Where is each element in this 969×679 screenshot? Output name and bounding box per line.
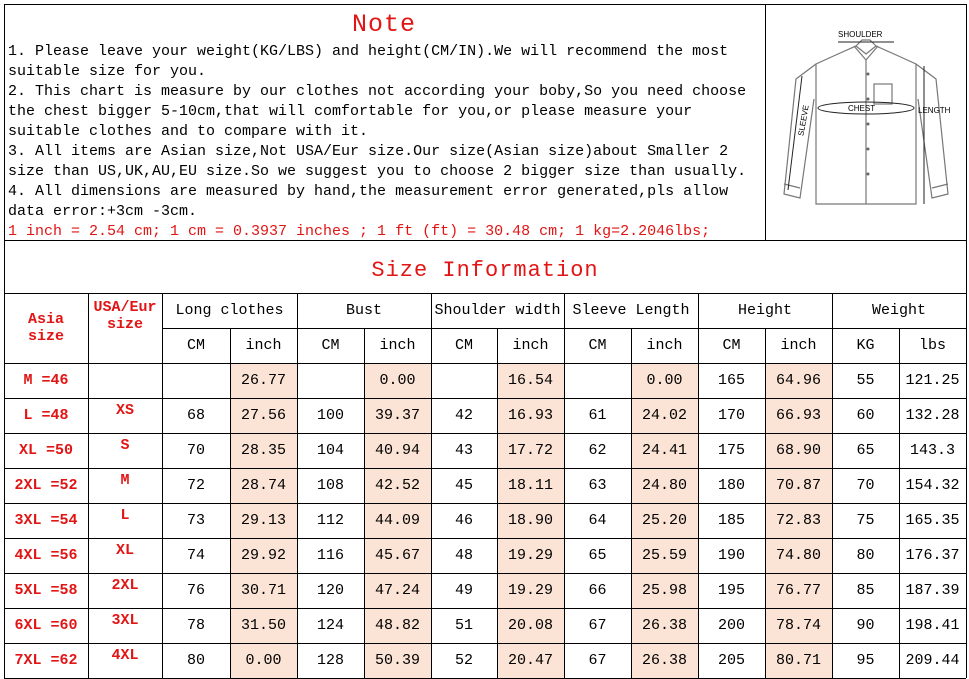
grid-line <box>297 293 298 678</box>
unit-header: inch <box>780 337 817 354</box>
value-cell: 55 <box>856 372 875 389</box>
usa-size-cell: XS <box>115 402 134 419</box>
value-cell: 42 <box>454 407 473 424</box>
value-cell: 165 <box>717 372 745 389</box>
value-cell: 67 <box>588 652 607 669</box>
value-cell: 63 <box>588 477 607 494</box>
grid-line <box>765 4 766 240</box>
unit-header: inch <box>646 337 683 354</box>
value-cell: 121.25 <box>905 372 960 389</box>
value-cell: 74.80 <box>775 547 821 564</box>
column-group-header: Height <box>737 302 792 319</box>
value-cell: 24.02 <box>641 407 687 424</box>
grid-line <box>497 328 498 678</box>
value-cell: 100 <box>316 407 344 424</box>
asia-size-cell: L =48 <box>23 407 69 424</box>
value-cell: 132.28 <box>905 407 960 424</box>
usa-size-cell: S <box>120 437 130 454</box>
unit-header: CM <box>186 337 205 354</box>
value-cell: 29.13 <box>240 512 286 529</box>
column-group-header: Shoulder width <box>434 302 561 319</box>
value-cell <box>162 363 230 398</box>
value-cell: 52 <box>454 652 473 669</box>
value-cell: 74 <box>186 547 205 564</box>
value-cell: 19.29 <box>507 582 553 599</box>
value-cell: 170 <box>717 407 745 424</box>
value-cell: 124 <box>316 617 344 634</box>
grid-line <box>4 398 966 399</box>
value-cell: 25.98 <box>641 582 687 599</box>
value-cell: 120 <box>316 582 344 599</box>
grid-line <box>631 328 632 678</box>
value-cell: 27.56 <box>240 407 286 424</box>
value-cell: 195 <box>717 582 745 599</box>
value-cell: 85 <box>856 582 875 599</box>
sleeve-label: SLEEVE <box>796 104 811 137</box>
value-cell: 26.38 <box>641 617 687 634</box>
value-cell: 48 <box>454 547 473 564</box>
value-cell: 24.41 <box>641 442 687 459</box>
asia-size-cell: 5XL =58 <box>14 582 78 599</box>
value-cell: 43 <box>454 442 473 459</box>
value-cell: 70 <box>186 442 205 459</box>
value-cell: 68.90 <box>775 442 821 459</box>
asia-size-cell: 7XL =62 <box>14 652 78 669</box>
value-cell: 26.38 <box>641 652 687 669</box>
note-line: suitable size for you. <box>8 63 207 80</box>
grid-line <box>564 293 565 678</box>
value-cell: 51 <box>454 617 473 634</box>
value-cell: 80.71 <box>775 652 821 669</box>
value-cell: 180 <box>717 477 745 494</box>
value-cell: 31.50 <box>240 617 286 634</box>
value-cell: 18.90 <box>507 512 553 529</box>
column-group-header: Bust <box>345 302 382 319</box>
value-cell: 72 <box>186 477 205 494</box>
grid-line <box>832 293 833 678</box>
value-cell: 25.20 <box>641 512 687 529</box>
value-cell: 70 <box>856 477 875 494</box>
asia-size-cell: XL =50 <box>18 442 73 459</box>
column-group-header: Weight <box>871 302 926 319</box>
value-cell: 25.59 <box>641 547 687 564</box>
grid-line <box>162 293 163 678</box>
grid-line <box>966 4 967 678</box>
shoulder-label: SHOULDER <box>838 30 883 39</box>
value-cell: 45 <box>454 477 473 494</box>
grid-line <box>4 538 966 539</box>
value-cell: 66 <box>588 582 607 599</box>
grid-line <box>4 433 966 434</box>
asia-size-cell: 6XL =60 <box>14 617 78 634</box>
value-cell: 28.35 <box>240 442 286 459</box>
value-cell: 128 <box>316 652 344 669</box>
chest-label: CHEST <box>848 104 876 113</box>
grid-line <box>4 363 966 364</box>
value-cell: 44.09 <box>374 512 420 529</box>
value-cell: 104 <box>316 442 344 459</box>
value-cell: 61 <box>588 407 607 424</box>
value-cell: 95 <box>856 652 875 669</box>
grid-line <box>899 328 900 678</box>
value-cell: 16.54 <box>507 372 553 389</box>
value-cell: 62 <box>588 442 607 459</box>
value-cell: 70.87 <box>775 477 821 494</box>
value-cell: 108 <box>316 477 344 494</box>
usa-size-cell: XL <box>115 542 134 559</box>
value-cell: 78 <box>186 617 205 634</box>
value-cell: 0.00 <box>245 652 282 669</box>
value-cell: 16.93 <box>507 407 553 424</box>
value-cell: 67 <box>588 617 607 634</box>
value-cell <box>297 363 364 398</box>
unit-header: lbs <box>918 337 946 354</box>
unit-header: inch <box>379 337 416 354</box>
grid-line <box>4 240 966 241</box>
value-cell: 200 <box>717 617 745 634</box>
note-line: 3. All items are Asian size,Not USA/Eur size.Our size(Asian size)about Smaller 2 <box>8 143 729 160</box>
usa-size-cell: 2XL <box>111 577 139 594</box>
grid-line <box>698 293 699 678</box>
asia-size-cell: 3XL =54 <box>14 512 78 529</box>
usa-size-cell: L <box>120 507 130 524</box>
column-group-header: Long clothes <box>175 302 284 319</box>
value-cell: 112 <box>316 512 344 529</box>
asia-size-header: Asia size <box>27 311 64 345</box>
value-cell: 66.93 <box>775 407 821 424</box>
value-cell: 190 <box>717 547 745 564</box>
value-cell: 0.00 <box>379 372 416 389</box>
value-cell: 205 <box>717 652 745 669</box>
value-cell: 187.39 <box>905 582 960 599</box>
value-cell: 17.72 <box>507 442 553 459</box>
value-cell: 75 <box>856 512 875 529</box>
usa-size-cell: 3XL <box>111 612 139 629</box>
usa-eur-size-header: USA/Eur size <box>93 299 157 333</box>
value-cell: 60 <box>856 407 875 424</box>
note-line: 2. This chart is measure by our clothes not according your boby,So you need choose <box>8 83 747 100</box>
unit-conversion-text: 1 inch = 2.54 cm; 1 cm = 0.3937 inches ; 1 ft (ft) = 30.48 cm; 1 kg=2.2046lbs; <box>8 223 711 240</box>
usa-size-cell: 4XL <box>111 647 139 664</box>
size-info-title: Size Information <box>371 258 599 283</box>
value-cell: 64 <box>588 512 607 529</box>
value-cell: 154.32 <box>905 477 960 494</box>
note-line: suitable clothes and to compare with it. <box>8 123 369 140</box>
value-cell: 143.3 <box>909 442 955 459</box>
value-cell: 65 <box>588 547 607 564</box>
value-cell: 65 <box>856 442 875 459</box>
unit-header: inch <box>512 337 549 354</box>
note-line: size than US,UK,AU,EU size.So we suggest you to choose 2 bigger size than usually. <box>8 163 747 180</box>
note-line: 1. Please leave your weight(KG/LBS) and height(CM/IN).We will recommend the most <box>8 43 729 60</box>
grid-line <box>88 293 89 678</box>
value-cell: 20.47 <box>507 652 553 669</box>
grid-line <box>4 643 966 644</box>
grid-line <box>765 328 766 678</box>
unit-header: CM <box>722 337 741 354</box>
value-cell: 80 <box>186 652 205 669</box>
shirt-icon <box>766 4 966 240</box>
value-cell: 78.74 <box>775 617 821 634</box>
usa-size-cell: M <box>120 472 130 489</box>
grid-line <box>4 4 966 5</box>
value-cell: 176.37 <box>905 547 960 564</box>
value-cell: 45.67 <box>374 547 420 564</box>
value-cell <box>431 363 497 398</box>
value-cell <box>564 363 631 398</box>
value-cell: 20.08 <box>507 617 553 634</box>
value-cell: 165.35 <box>905 512 960 529</box>
value-cell: 42.52 <box>374 477 420 494</box>
value-cell: 18.11 <box>507 477 553 494</box>
note-line: the chest bigger 5-10cm,that will comfortable for you,or please measure your <box>8 103 693 120</box>
grid-line <box>4 293 966 294</box>
value-cell: 49 <box>454 582 473 599</box>
value-cell: 175 <box>717 442 745 459</box>
asia-size-cell: 2XL =52 <box>14 477 78 494</box>
usa-size-cell <box>88 363 162 398</box>
grid-line <box>4 468 966 469</box>
value-cell: 64.96 <box>775 372 821 389</box>
value-cell: 19.29 <box>507 547 553 564</box>
note-title: Note <box>351 10 416 39</box>
shirt-measurement-diagram <box>766 4 966 240</box>
value-cell: 50.39 <box>374 652 420 669</box>
value-cell: 46 <box>454 512 473 529</box>
value-cell: 73 <box>186 512 205 529</box>
length-label: LENGTH <box>918 106 951 115</box>
value-cell: 40.94 <box>374 442 420 459</box>
note-line: 4. All dimensions are measured by hand,the measurement error generated,pls allow <box>8 183 729 200</box>
unit-header: CM <box>321 337 340 354</box>
value-cell: 72.83 <box>775 512 821 529</box>
value-cell: 39.37 <box>374 407 420 424</box>
unit-header: CM <box>454 337 473 354</box>
grid-line <box>230 328 231 678</box>
note-line: data error:+3cm -3cm. <box>8 203 198 220</box>
value-cell: 90 <box>856 617 875 634</box>
column-group-header: Sleeve Length <box>572 302 690 319</box>
value-cell: 30.71 <box>240 582 286 599</box>
unit-header: CM <box>588 337 607 354</box>
value-cell: 26.77 <box>240 372 286 389</box>
grid-line <box>4 503 966 504</box>
grid-line <box>364 328 365 678</box>
value-cell: 209.44 <box>905 652 960 669</box>
grid-line <box>431 293 432 678</box>
asia-size-cell: M =46 <box>23 372 69 389</box>
grid-line <box>4 608 966 609</box>
value-cell: 185 <box>717 512 745 529</box>
unit-header: inch <box>245 337 282 354</box>
value-cell: 24.80 <box>641 477 687 494</box>
value-cell: 116 <box>316 547 344 564</box>
value-cell: 68 <box>186 407 205 424</box>
grid-line <box>4 240 5 678</box>
value-cell: 80 <box>856 547 875 564</box>
grid-line <box>4 573 966 574</box>
value-cell: 28.74 <box>240 477 286 494</box>
value-cell: 48.82 <box>374 617 420 634</box>
unit-header: KG <box>856 337 875 354</box>
value-cell: 0.00 <box>646 372 683 389</box>
value-cell: 76 <box>186 582 205 599</box>
value-cell: 47.24 <box>374 582 420 599</box>
value-cell: 198.41 <box>905 617 960 634</box>
value-cell: 29.92 <box>240 547 286 564</box>
grid-line <box>4 4 5 240</box>
value-cell: 76.77 <box>775 582 821 599</box>
asia-size-cell: 4XL =56 <box>14 547 78 564</box>
